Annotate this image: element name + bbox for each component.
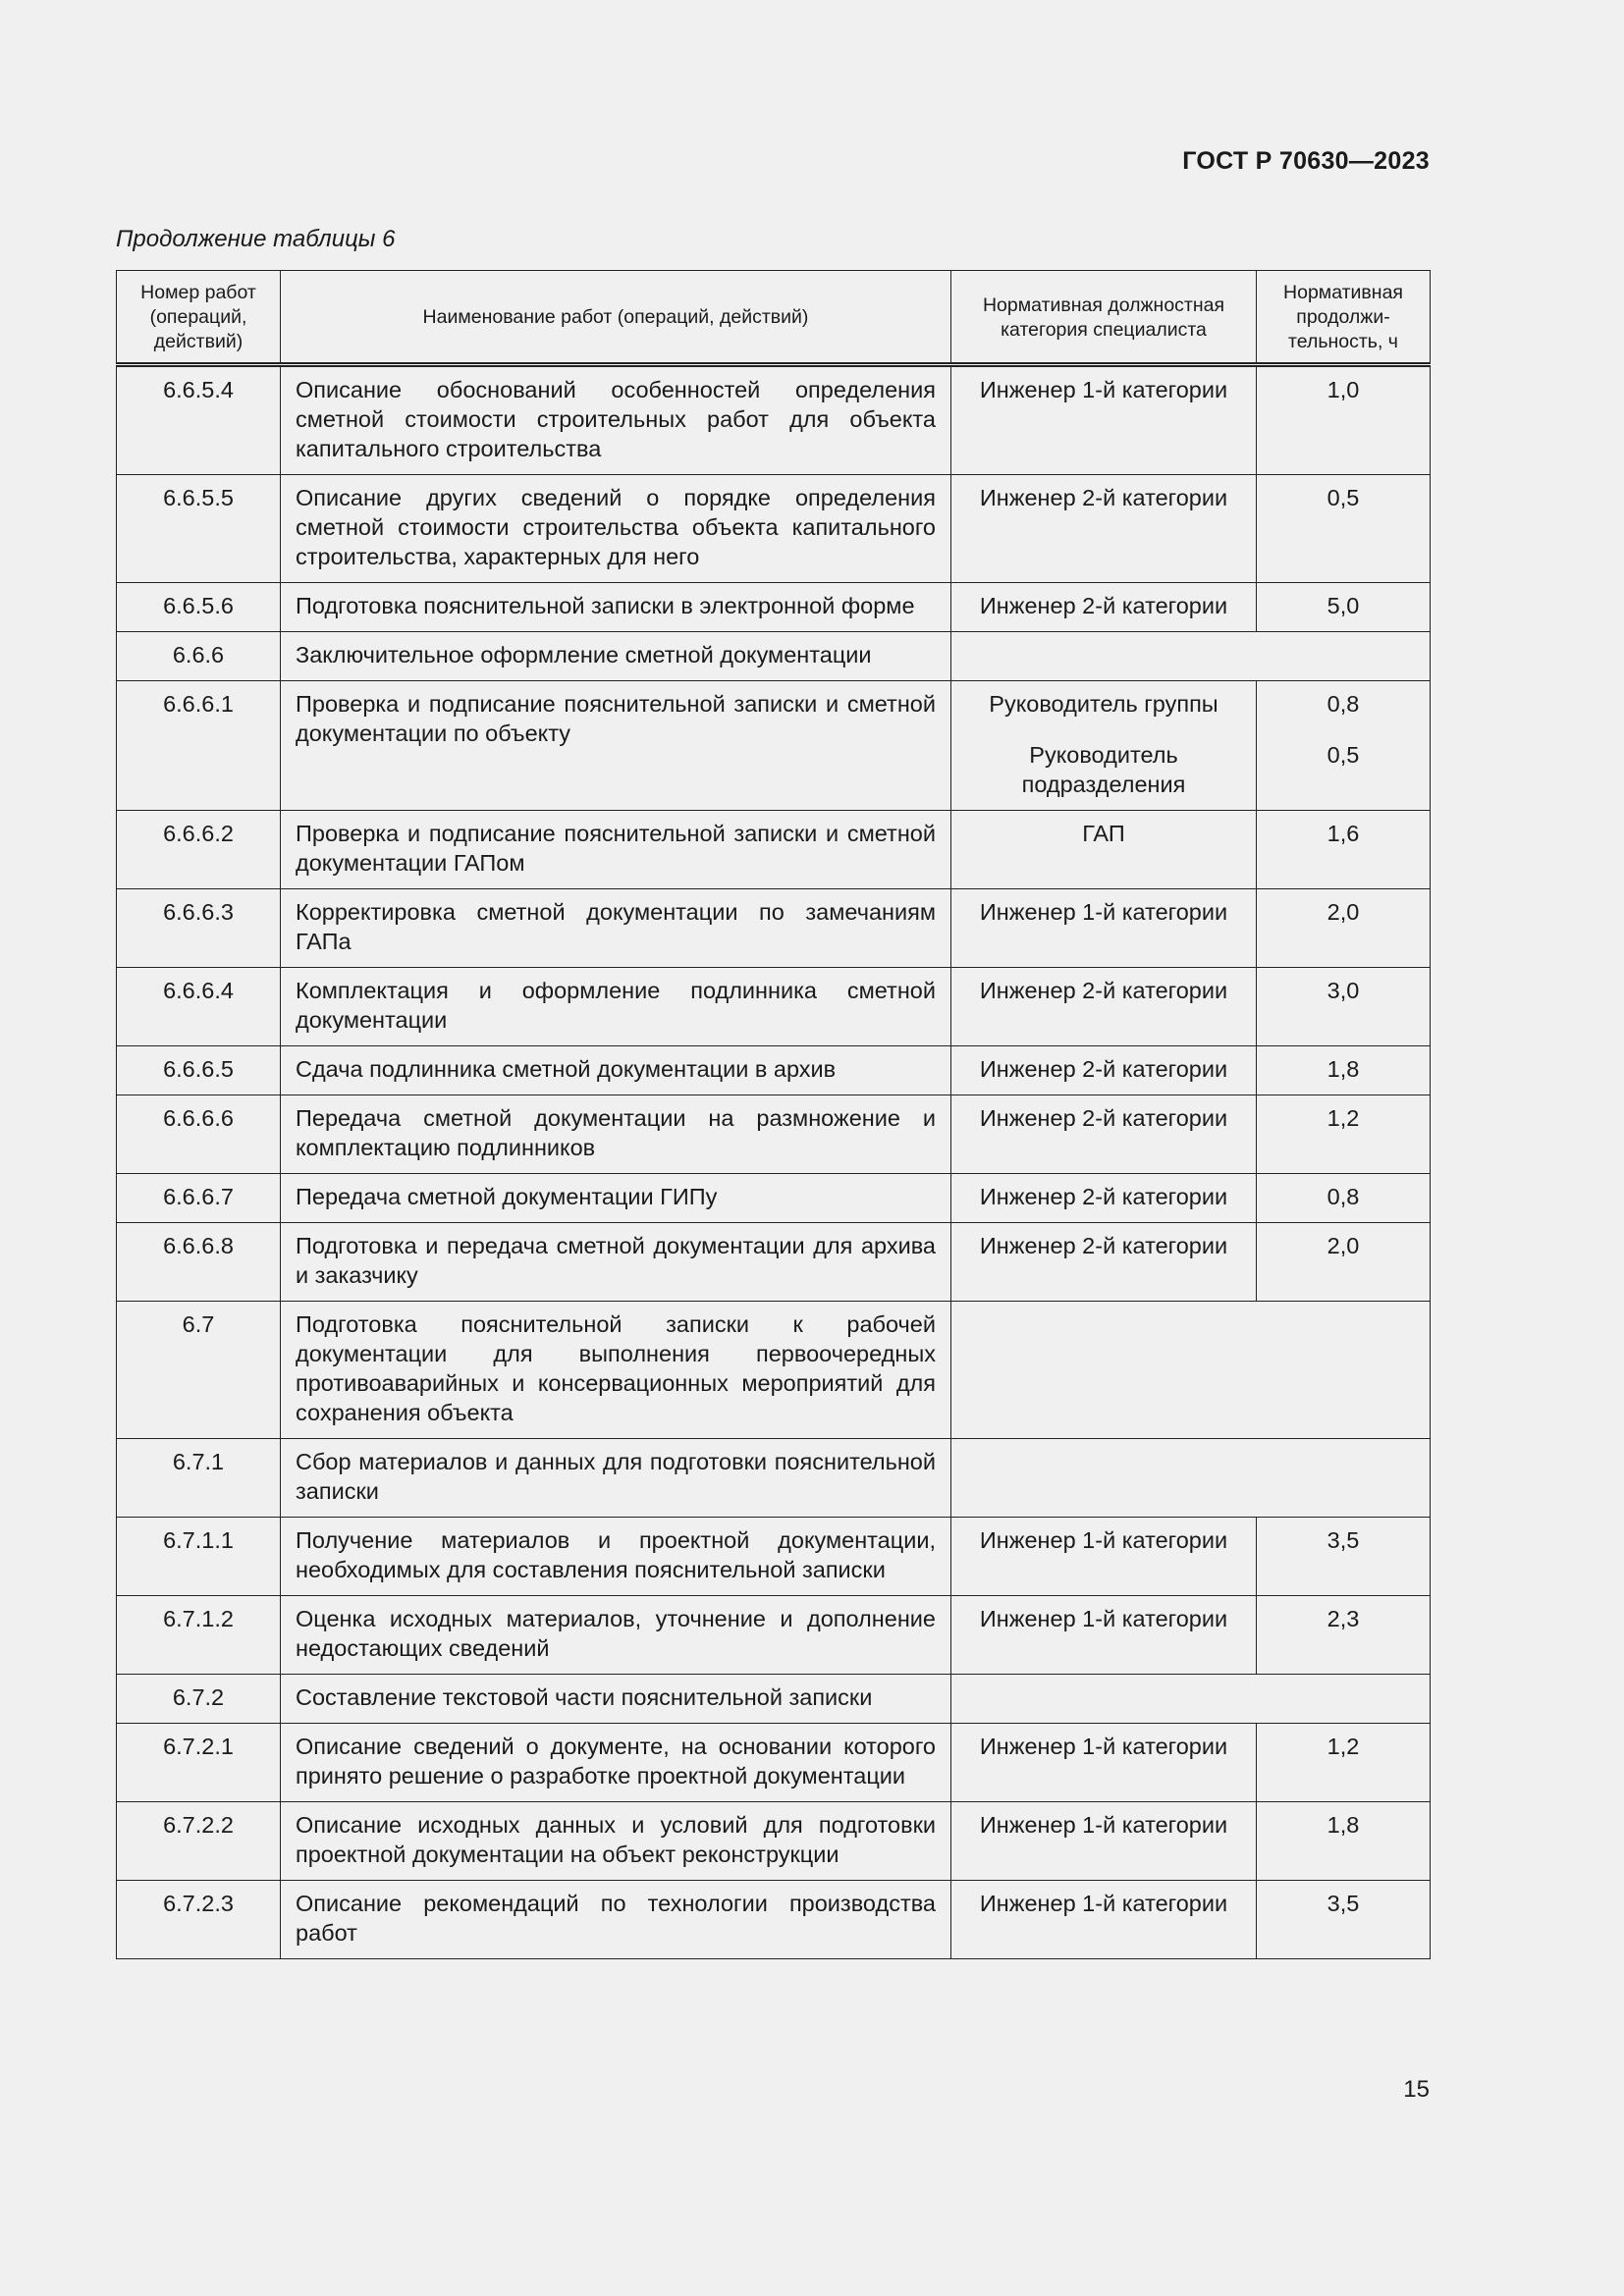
work-number-cell: 6.7.1 bbox=[117, 1439, 281, 1518]
table-row bbox=[117, 1802, 1431, 1881]
duration-cell bbox=[1257, 365, 1431, 475]
duration-cell bbox=[1257, 583, 1431, 632]
category-value: Инженер 2-й категории bbox=[979, 593, 1228, 618]
work-name-cell: Подготовка пояснительной записки в электронной форме bbox=[281, 583, 951, 632]
table-caption: Продолжение таблицы 6 bbox=[116, 226, 396, 252]
work-number-cell: 6.6.6.2 bbox=[117, 811, 281, 889]
empty-merged-cell bbox=[951, 632, 1431, 681]
duration-value: 0,5 bbox=[1326, 742, 1360, 768]
category-value: Инженер 2-й категории bbox=[979, 1105, 1228, 1131]
work-name-cell: Проверка и подписание пояснительной записки и сметной документации ГАПом bbox=[281, 811, 951, 889]
work-number-cell: 6.6.6.3 bbox=[117, 889, 281, 968]
duration-value: 3,5 bbox=[1326, 1891, 1360, 1916]
work-number-cell: 6.6.6.8 bbox=[117, 1223, 281, 1302]
work-number-cell: 6.7.2 bbox=[117, 1675, 281, 1724]
duration-value: 1,8 bbox=[1326, 1812, 1360, 1838]
work-number-cell: 6.6.5.6 bbox=[117, 583, 281, 632]
work-name-cell: Получение материалов и проектной документации, необходимых для составления пояснительной записки bbox=[281, 1518, 951, 1596]
table-row bbox=[117, 811, 1431, 889]
category-cell bbox=[951, 365, 1257, 475]
category-cell bbox=[951, 1174, 1257, 1223]
column-header-category: Нормативная должностная категория специалиста bbox=[951, 271, 1257, 365]
duration-value: 2,3 bbox=[1326, 1606, 1360, 1631]
work-number-cell: 6.7.2.2 bbox=[117, 1802, 281, 1881]
category-cell bbox=[951, 1596, 1257, 1675]
table-row bbox=[117, 475, 1431, 583]
work-number-cell: 6.7 bbox=[117, 1302, 281, 1439]
work-number-cell: 6.6.6.5 bbox=[117, 1046, 281, 1095]
duration-cell bbox=[1257, 968, 1431, 1046]
table-row bbox=[117, 968, 1431, 1046]
duration-value: 0,5 bbox=[1326, 485, 1360, 510]
duration-value: 3,0 bbox=[1326, 978, 1360, 1003]
column-header-name: Наименование работ (операций, действий) bbox=[281, 271, 951, 365]
category-value: Инженер 1-й категории bbox=[979, 1527, 1228, 1553]
duration-cell bbox=[1257, 1095, 1431, 1174]
category-value: Инженер 1-й категории bbox=[979, 1606, 1228, 1631]
category-value: Руководитель подразделения bbox=[1021, 742, 1186, 797]
work-name-cell: Подготовка пояснительной записки к рабочей документации для выполнения первоочередных противоаварийных и консервационных мероприятий для сохранения объекта bbox=[281, 1302, 951, 1439]
table-row bbox=[117, 1174, 1431, 1223]
work-name-cell: Корректировка сметной документации по замечаниям ГАПа bbox=[281, 889, 951, 968]
category-value: Руководитель группы bbox=[989, 691, 1218, 717]
work-name-cell: Проверка и подписание пояснительной записки и сметной документации по объекту bbox=[281, 681, 951, 811]
duration-value: 0,8 bbox=[1326, 691, 1360, 717]
duration-value: 2,0 bbox=[1326, 899, 1360, 925]
duration-value: 5,0 bbox=[1326, 593, 1360, 618]
category-cell bbox=[951, 1802, 1257, 1881]
works-table bbox=[116, 270, 1431, 1959]
table-row bbox=[117, 1095, 1431, 1174]
category-cell bbox=[951, 583, 1257, 632]
duration-cell bbox=[1257, 1518, 1431, 1596]
table-header bbox=[117, 271, 1431, 365]
duration-cell bbox=[1257, 1223, 1431, 1302]
category-value: Инженер 1-й категории bbox=[979, 899, 1228, 925]
duration-value: 0,8 bbox=[1326, 1184, 1360, 1209]
category-value: Инженер 2-й категории bbox=[979, 485, 1228, 510]
work-name-cell: Сбор материалов и данных для подготовки пояснительной записки bbox=[281, 1439, 951, 1518]
work-name-cell: Заключительное оформление сметной документации bbox=[281, 632, 951, 681]
category-value: Инженер 1-й категории bbox=[979, 1734, 1228, 1759]
work-name-cell: Описание обоснований особенностей определения сметной стоимости строительных работ для объекта капитального строительства bbox=[281, 365, 951, 475]
work-number-cell: 6.6.6.1 bbox=[117, 681, 281, 811]
empty-merged-cell bbox=[951, 1675, 1431, 1724]
category-value: Инженер 2-й категории bbox=[979, 1184, 1228, 1209]
duration-value: 1,2 bbox=[1326, 1105, 1360, 1131]
category-cell bbox=[951, 475, 1257, 583]
document-standard-number: ГОСТ Р 70630—2023 bbox=[1182, 147, 1430, 175]
work-number-cell: 6.6.5.5 bbox=[117, 475, 281, 583]
work-name-cell: Описание рекомендаций по технологии производства работ bbox=[281, 1881, 951, 1959]
work-number-cell: 6.7.1.2 bbox=[117, 1596, 281, 1675]
category-value: Инженер 1-й категории bbox=[979, 1812, 1228, 1838]
duration-cell bbox=[1257, 475, 1431, 583]
table-row bbox=[117, 1518, 1431, 1596]
category-value: Инженер 1-й категории bbox=[979, 1891, 1228, 1916]
table-row bbox=[117, 1046, 1431, 1095]
work-name-cell: Передача сметной документации на размножение и комплектацию подлинников bbox=[281, 1095, 951, 1174]
duration-cell bbox=[1257, 681, 1431, 811]
duration-cell bbox=[1257, 1596, 1431, 1675]
work-number-cell: 6.6.6.4 bbox=[117, 968, 281, 1046]
table-row bbox=[117, 1302, 1431, 1439]
category-cell bbox=[951, 889, 1257, 968]
table-body bbox=[117, 365, 1431, 1959]
duration-cell bbox=[1257, 1881, 1431, 1959]
table-row bbox=[117, 1439, 1431, 1518]
duration-cell bbox=[1257, 811, 1431, 889]
work-name-cell: Подготовка и передача сметной документации для архива и заказчику bbox=[281, 1223, 951, 1302]
page-number: 15 bbox=[1403, 2076, 1430, 2103]
duration-cell bbox=[1257, 1802, 1431, 1881]
duration-cell bbox=[1257, 889, 1431, 968]
category-cell bbox=[951, 1095, 1257, 1174]
category-cell bbox=[951, 681, 1257, 811]
work-number-cell: 6.7.2.3 bbox=[117, 1881, 281, 1959]
table-row bbox=[117, 889, 1431, 968]
category-cell bbox=[951, 1223, 1257, 1302]
work-name-cell: Составление текстовой части пояснительной записки bbox=[281, 1675, 951, 1724]
table-row bbox=[117, 632, 1431, 681]
table-row bbox=[117, 681, 1431, 811]
table-row bbox=[117, 1881, 1431, 1959]
duration-cell bbox=[1257, 1724, 1431, 1802]
category-value: Инженер 2-й категории bbox=[979, 1233, 1228, 1258]
duration-value: 1,0 bbox=[1326, 377, 1360, 402]
table-row bbox=[117, 1223, 1431, 1302]
column-header-number: Номер работ (операций, действий) bbox=[117, 271, 281, 365]
category-cell bbox=[951, 968, 1257, 1046]
work-name-cell: Комплектация и оформление подлинника сметной документации bbox=[281, 968, 951, 1046]
table-row bbox=[117, 583, 1431, 632]
duration-value: 3,5 bbox=[1326, 1527, 1360, 1553]
work-number-cell: 6.7.1.1 bbox=[117, 1518, 281, 1596]
category-value: Инженер 1-й категории bbox=[979, 377, 1228, 402]
table-row bbox=[117, 365, 1431, 475]
category-value: Инженер 2-й категории bbox=[979, 1056, 1228, 1082]
category-cell bbox=[951, 1518, 1257, 1596]
work-name-cell: Описание сведений о документе, на основании которого принято решение о разработке проектной документации bbox=[281, 1724, 951, 1802]
category-cell bbox=[951, 1881, 1257, 1959]
work-name-cell: Передача сметной документации ГИПу bbox=[281, 1174, 951, 1223]
work-name-cell: Оценка исходных материалов, уточнение и дополнение недостающих сведений bbox=[281, 1596, 951, 1675]
table-row bbox=[117, 1596, 1431, 1675]
column-header-duration: Нормативная продолжи-тельность, ч bbox=[1257, 271, 1431, 365]
work-name-cell: Описание других сведений о порядке определения сметной стоимости строительства объекта капитального строительства, характерных для него bbox=[281, 475, 951, 583]
duration-cell bbox=[1257, 1174, 1431, 1223]
category-cell bbox=[951, 1724, 1257, 1802]
empty-merged-cell bbox=[951, 1439, 1431, 1518]
work-number-cell: 6.6.6.7 bbox=[117, 1174, 281, 1223]
category-cell bbox=[951, 811, 1257, 889]
duration-cell bbox=[1257, 1046, 1431, 1095]
work-number-cell: 6.6.6 bbox=[117, 632, 281, 681]
duration-value: 1,2 bbox=[1326, 1734, 1360, 1759]
empty-merged-cell bbox=[951, 1302, 1431, 1439]
duration-value: 2,0 bbox=[1326, 1233, 1360, 1258]
work-number-cell: 6.6.5.4 bbox=[117, 365, 281, 475]
category-value: Инженер 2-й категории bbox=[979, 978, 1228, 1003]
work-number-cell: 6.7.2.1 bbox=[117, 1724, 281, 1802]
duration-value: 1,8 bbox=[1326, 1056, 1360, 1082]
work-name-cell: Сдача подлинника сметной документации в архив bbox=[281, 1046, 951, 1095]
table-row bbox=[117, 1724, 1431, 1802]
category-value: ГАП bbox=[1082, 821, 1125, 846]
category-cell bbox=[951, 1046, 1257, 1095]
work-name-cell: Описание исходных данных и условий для подготовки проектной документации на объект реконструкции bbox=[281, 1802, 951, 1881]
duration-value: 1,6 bbox=[1326, 821, 1360, 846]
table-row bbox=[117, 1675, 1431, 1724]
work-number-cell: 6.6.6.6 bbox=[117, 1095, 281, 1174]
